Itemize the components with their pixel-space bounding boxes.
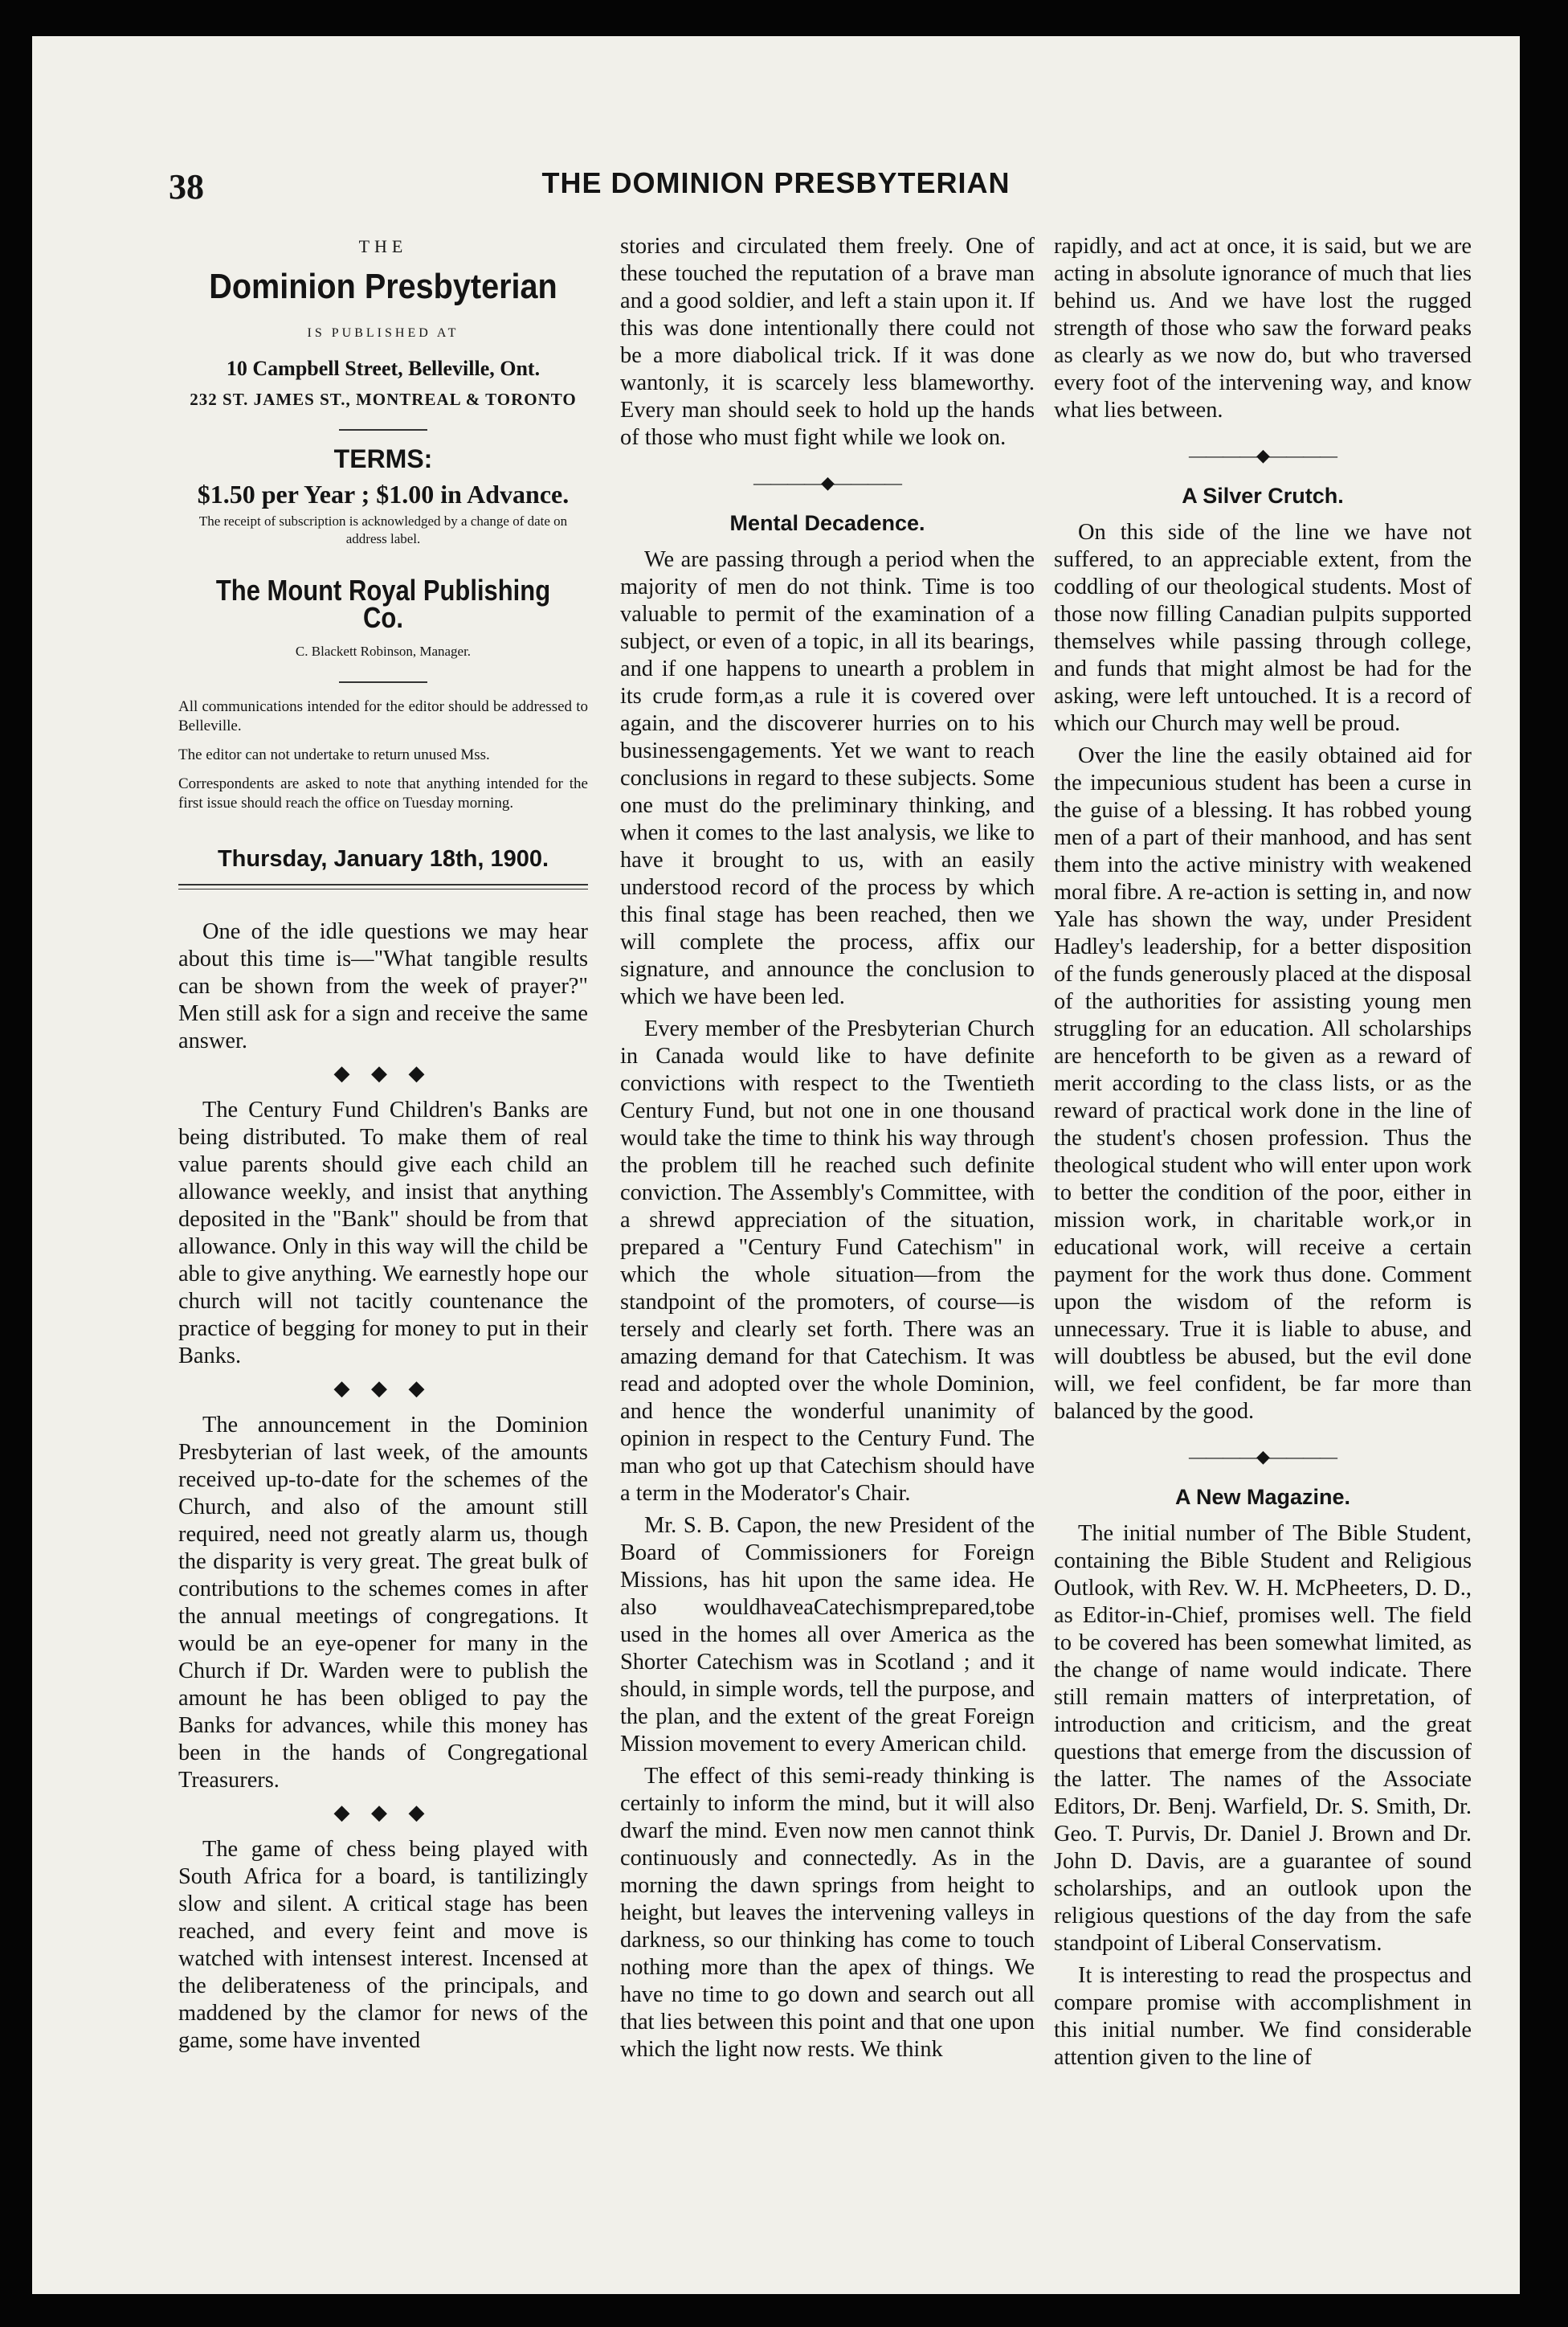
article-paragraph: The effect of this semi-ready thinking is certainly to inform the mind, but it will also dwarf the mind. Even now men cannot think continuously and connectedly. As in the morning the dawn springs from height to height, but leaves the intervening valleys in darkness, so our thinking has come to touch nothing more than the apex of things. We have no time to go down and search out all that lies between this point and that one upon which the light now rests. We think: [620, 1764, 1035, 2062]
editorial-paragraph: One of the idle questions we may hear about this time is—"What tangible results can be shown from the week of prayer?" Men still ask for a sign and receive the same answer.: [178, 919, 588, 1053]
publisher-name: The Mount Royal Publishing Co.: [215, 574, 551, 634]
section-separator: ————◆————: [753, 472, 901, 493]
ornament-dots: ◆ ◆ ◆: [333, 1061, 433, 1085]
editor-note: All communications intended for the editor should be addressed to Belleville.: [178, 698, 588, 734]
editor-note: The editor can not undertake to return unused Mss.: [178, 746, 490, 763]
section-separator: ————◆————: [1189, 445, 1337, 465]
address-belleville: 10 Campbell Street, Belleville, Ont.: [226, 357, 541, 380]
article-paragraph: rapidly, and act at once, it is said, but we are acting in absolute ignorance of much that lies behind us. And we have lost the rugged strength of those who saw the forward peaks as clearly as we now do, but who traversed every foot of the intervening way, and know what lies between.: [1054, 234, 1472, 423]
running-head: THE DOMINION PRESBYTERIAN: [541, 166, 1011, 199]
heading-mental-decadence: Mental Decadence.: [729, 511, 925, 535]
short-rule: [339, 681, 427, 683]
article-paragraph: Over the line the easily obtained aid for the impecunious student has been a curse in the guise of a blessing. It has robbed young men of a part of their manhood, and has sent them into the active ministry with weakened moral fibre. A re-action is setting in, and now Yale has shown the way, under President Hadley's leadership, for a better disposition of the funds generously placed at the disposal of the authorities for assisting young men struggling for an education. All scholarships are henceforth to be given as a reward of merit according to the class lists, or as the reward of practical work done in the line of the student's chosen profession. Thus the theological student who will enter upon work to better the condition of the poor, either in mission work, in charitable work,or in educational work, will receive a certain payment for the work thus done. Comment upon the wisdom of the reform is unnecessary. True it is liable to abuse, and will doubtless be abused, but the evil done will, we feel confident, be far more than balanced by the good.: [1054, 743, 1472, 1424]
ornament-dots: ◆ ◆ ◆: [333, 1801, 433, 1824]
masthead-the: THE: [358, 236, 408, 256]
editorial-paragraph: stories and circulated them freely. One of these touched the reputation of a brave man and a good soldier, and left a stain upon it. If this was done intentionally there could not be a more diabolical trick. If it was done wantonly, it is scarcely less blameworthy. Every man should seek to hold up the hands of those who must fight while we look on.: [620, 234, 1035, 450]
article-paragraph: We are passing through a period when the majority of men do not think. Time is too valuable to permit of the examination of a subject, or even of a topic, in all its bearings, and if one happens to unearth a problem in its crude form,as a rule it is covered over again, and the discoverer hurries on to his businessengagements. Yet we want to reach conclusions in regard to these subjects. Some one must do the preliminary thinking, and when it comes to the last analysis, we like to have it brought to us, with an easily understood record of the process by which this final stage has been reached, then we will complete the process, affix our signature, and announce the conclusion to which we have been led.: [620, 547, 1035, 1009]
newspaper-page: [32, 36, 1520, 2294]
column-2: [620, 233, 1035, 2068]
editor-note: Correspondents are asked to note that anything intended for the first issue should reach the office on Tuesday morning.: [178, 775, 588, 812]
receipt-note: The receipt of subscription is acknowledged by a change of date on address label.: [198, 513, 568, 546]
column-3: [1054, 233, 1472, 2076]
terms-heading: TERMS:: [333, 444, 433, 473]
editorial-paragraph: The game of chess being played with South Africa for a board, is tantilizingly slow and silent. A critical stage has been reached, and every feint and move is watched with intensest interest. Incensed at the deliberateness of the principals, and maddened by the clamor for news of the game, some have invented: [178, 1837, 588, 2053]
ornament-dots: ◆ ◆ ◆: [333, 1376, 433, 1400]
heading-silver-crutch: A Silver Crutch.: [1182, 484, 1344, 508]
address-montreal: 232 ST. JAMES ST., MONTREAL & TORONTO: [190, 390, 577, 409]
column-1: [178, 233, 588, 2059]
page-number: 38: [169, 167, 204, 207]
manager-line: C. Blackett Robinson, Manager.: [295, 644, 472, 659]
subscription-price: $1.50 per Year ; $1.00 in Advance.: [197, 480, 570, 509]
short-rule: [339, 429, 427, 431]
article-paragraph: On this side of the line we have not suffered, to an appreciable extent, from the coddling of our theological students. Most of those now filling Canadian pulpits supported themselves while passing through college, and funds that might almost be had for the asking, were left untouched. It is a record of which our Church may well be proud.: [1054, 520, 1472, 736]
section-separator: ————◆————: [1189, 1446, 1337, 1466]
double-rule: [178, 884, 588, 889]
issue-date: Thursday, January 18th, 1900.: [217, 846, 549, 872]
masthead-title: Dominion Presbyterian: [209, 267, 557, 306]
article-paragraph: Every member of the Presbyterian Church in Canada would like to have definite convictions with respect to the Twentieth Century Fund, but not one in one thousand would take the time to think his way through the problem till he reached such definite conviction. The Assembly's Committee, with a shrewd appreciation of the situation, prepared a "Century Fund Catechism" in which the whole situation—from the standpoint of the promoters, of course—is tersely and clearly set forth. There was an amazing demand for that Catechism. It was read and adopted over the whole Dominion, and hence the wonderful unanimity of opinion in respect to the Century Fund. The man who got up that Catechism should have a term in the Moderator's Chair.: [620, 1016, 1035, 1506]
heading-new-magazine: A New Magazine.: [1174, 1485, 1351, 1509]
editorial-paragraph: The announcement in the Dominion Presbyterian of last week, of the amounts received up-to-date for the schemes of the Church, and also of the amount still required, need not greatly alarm us, though the disparity is very great. The great bulk of contributions to the schemes comes in after the annual meetings of congregations. It would be an eye-opener for many in the Church if Dr. Warden were to publish the amount he has been obliged to pay the Banks for advances, while this money has been in the hands of Congregational Treasurers.: [178, 1413, 588, 1793]
published-at: IS PUBLISHED AT: [307, 326, 459, 340]
article-paragraph: The initial number of The Bible Student, containing the Bible Student and Religious Outlook, with Rev. W. H. McPheeters, D. D., as Editor-in-Chief, promises well. The field to be covered has been somewhat limited, as the change of name would indicate. There still remain matters of interpretation, of introduction and criticism, and the great questions that emerge from the discussion of the latter. The names of the Associate Editors, Dr. Benj. Warfield, Dr. S. Smith, Dr. Geo. T. Purvis, Dr. Daniel J. Brown and Dr. John D. Davis, are a guarantee of sound scholarships, and an outlook upon the religious questions of the day from the safe standpoint of Liberal Conservatism.: [1054, 1521, 1472, 1956]
editorial-paragraph: The Century Fund Children's Banks are being distributed. To make them of real value parents should give each child an allowance weekly, and insist that anything deposited in the "Bank" should be from that allowance. Only in this way will the child be able to give anything. We earnestly hope our church will not tacitly countenance the practice of begging for money to put in their Banks.: [178, 1098, 588, 1368]
article-paragraph: Mr. S. B. Capon, the new President of the Board of Commissioners for Foreign Missions, has hit upon the same idea. He also wouldhaveaCatechismprepared,tobe used in the homes all over America as the Shorter Catechism was in Scotland ; and it should, in simple words, tell the purpose, and the plan, and the extent of the great Foreign Mission movement to every American child.: [620, 1513, 1035, 1756]
article-paragraph: It is interesting to read the prospectus and compare promise with accomplishment in this initial number. We find considerable attention given to the line of: [1054, 1963, 1472, 2070]
